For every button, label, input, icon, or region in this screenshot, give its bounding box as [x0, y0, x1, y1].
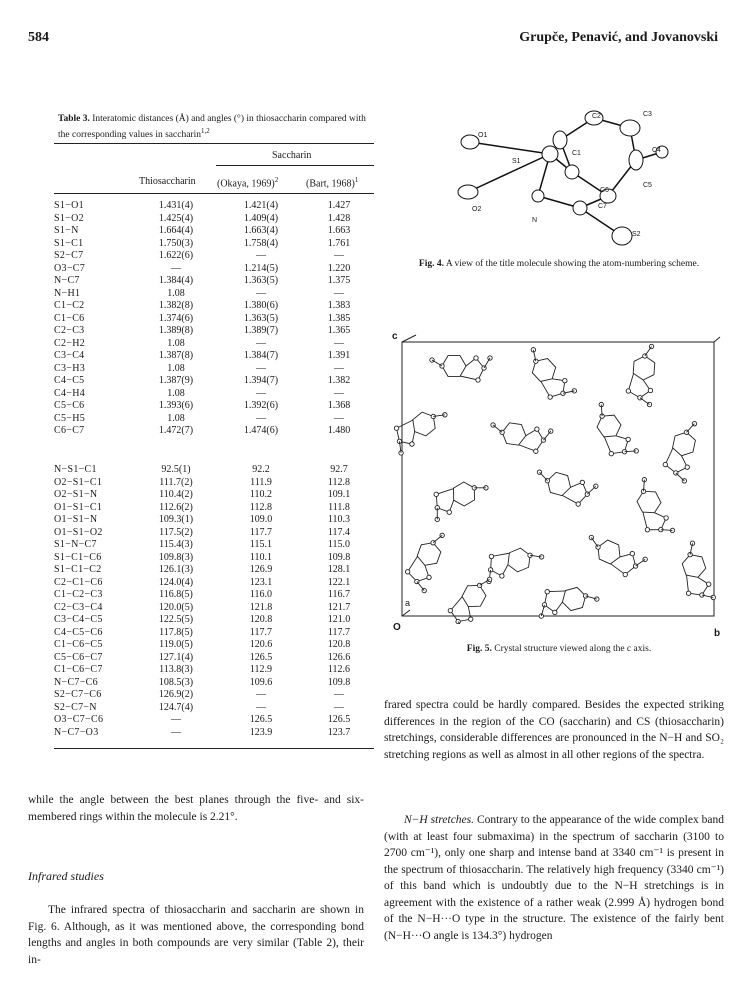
nh-stretches-heading: N−H stretches. — [404, 814, 475, 826]
atom-label: C6 — [600, 187, 609, 194]
table-cell: O2−S1−N — [54, 489, 98, 500]
table-cell: 110.3 — [327, 514, 351, 525]
table-row — [54, 313, 374, 326]
table-cell: 1.385 — [327, 312, 351, 324]
packed-molecule — [478, 536, 546, 585]
table-cell: 111.8 — [328, 501, 350, 513]
table-cell: C2−C3 — [54, 325, 85, 336]
table-cell: C1−C6−C7 — [54, 664, 103, 675]
table-cell: 128.1 — [327, 564, 351, 575]
packed-molecule — [582, 400, 640, 466]
table-cell: 1.425(4) — [158, 212, 194, 224]
table-cell: 117.4 — [327, 526, 351, 538]
table-cell: S1−N−C7 — [54, 539, 97, 550]
table-cell: — — [171, 726, 181, 738]
table-cell: 110.2 — [249, 489, 273, 500]
table-row — [54, 514, 374, 527]
table-row — [54, 727, 374, 740]
table-cell: C5−H5 — [54, 412, 86, 424]
table-cell: 126.9 — [249, 564, 273, 575]
axis-label-a: a — [405, 598, 411, 608]
table-cell: O3−C7 — [54, 262, 86, 274]
packed-molecule — [580, 533, 648, 583]
table-cell: 1.08 — [167, 287, 185, 299]
table-cell: 1.392(6) — [243, 400, 279, 411]
table-cell: 126.6 — [327, 651, 351, 663]
table-cell: — — [334, 689, 344, 700]
table-cell: 1.421(4) — [243, 200, 279, 211]
table-cell: 1.428 — [327, 212, 351, 224]
packed-molecule — [660, 417, 699, 484]
table-cell: O1−S1−C1 — [54, 501, 103, 513]
packed-molecule — [671, 540, 716, 608]
table-cell: 1.214(5) — [243, 262, 279, 274]
table-row — [54, 614, 374, 627]
table-row — [54, 300, 374, 313]
table-cell: 1.375 — [327, 275, 351, 286]
table-cell: — — [334, 250, 344, 261]
table-cell: 112.6 — [327, 664, 351, 675]
table-cell: 1.384(7) — [243, 350, 279, 361]
table-cell: O3−C7−C6 — [54, 714, 104, 725]
table-cell: 112.9 — [249, 664, 273, 675]
packed-molecule — [430, 356, 492, 383]
table-cell: — — [334, 387, 344, 399]
table-cell: 1.08 — [167, 362, 185, 374]
table-group-header: Saccharin — [272, 150, 312, 161]
table-row — [54, 400, 374, 413]
table-cell: N−S1−C1 — [54, 464, 97, 475]
table-cell: — — [256, 287, 266, 299]
table-caption-text: Interatomic distances (Å) and angles (°) in thiosaccharin compared with the corresponding values in saccharin — [58, 114, 366, 141]
packed-molecule — [442, 567, 495, 624]
table-cell: 124.0(4) — [158, 576, 194, 588]
table-cell: 126.5 — [327, 714, 351, 725]
table-cell: — — [171, 262, 181, 274]
table-cell: 117.7 — [327, 626, 351, 638]
table-cell: 92.2 — [252, 464, 270, 475]
table-cell: N−C7−O3 — [54, 726, 99, 738]
table-cell: — — [334, 701, 344, 713]
table-cell: 109.0 — [249, 514, 273, 525]
figure-4-molecule — [440, 100, 680, 260]
table-cell: 120.8 — [249, 614, 273, 625]
atom-label: C4 — [652, 147, 661, 154]
table-cell: 122.1 — [327, 576, 351, 588]
atom-label: C1 — [572, 150, 581, 157]
packed-molecule — [624, 476, 676, 544]
packed-molecule — [533, 577, 600, 619]
table-cell: 1.368 — [327, 400, 351, 411]
table-cell: — — [256, 412, 266, 424]
table-row — [54, 664, 374, 677]
table-cell: — — [171, 714, 181, 725]
table-cell: C3−H3 — [54, 362, 86, 374]
table-cell: 1.472(7) — [158, 425, 194, 436]
table-row — [54, 714, 374, 727]
table-cell: C1−C2 — [54, 300, 85, 311]
table-row — [54, 200, 374, 213]
atom-label: C3 — [643, 111, 652, 118]
packed-molecule — [516, 345, 578, 409]
table-row — [54, 413, 374, 426]
table-cell: C4−C5 — [54, 375, 85, 386]
table-cell: 1.389(8) — [158, 325, 194, 336]
table-row — [54, 388, 374, 401]
table-caption-label: Table 3. — [58, 114, 90, 124]
table-cell: 121.0 — [327, 614, 351, 625]
table-row — [54, 350, 374, 363]
table-cell: 1.664(4) — [158, 225, 194, 236]
table-cell: 110.4(2) — [159, 489, 193, 500]
atom-label: C7 — [598, 203, 607, 210]
table-cell: 92.5(1) — [161, 464, 191, 475]
packed-molecule — [488, 420, 553, 455]
table-cell: C2−H2 — [54, 337, 86, 349]
table-row — [54, 502, 374, 515]
table-cell: S2−C7−C6 — [54, 689, 102, 700]
table-cell: N−H1 — [54, 287, 81, 299]
table-cell: 1.08 — [167, 387, 185, 399]
table-row — [54, 213, 374, 226]
table-col2-header: (Okaya, 1969)$^2$ — [217, 176, 279, 190]
table-col3-header: (Bart, 1968)$^1$ — [306, 176, 359, 190]
figure-5-caption: Fig. 5. Crystal structure viewed along the c axis. — [466, 644, 652, 654]
table-cell: 109.1 — [327, 489, 351, 500]
table-cell: 1.382 — [327, 375, 351, 386]
table-cell: 1.08 — [167, 337, 185, 349]
page-number: 584 — [28, 30, 49, 45]
table-cell: 109.8 — [327, 676, 351, 688]
table-row — [54, 375, 374, 388]
table-cell: N−C7−C6 — [54, 676, 98, 688]
table-header-rule — [54, 193, 374, 194]
table-cell: 115.1 — [249, 539, 273, 550]
table-cell: 1.758(4) — [243, 237, 279, 249]
table-cell: — — [334, 362, 344, 374]
table-col1-header: Thiosaccharin — [139, 176, 196, 187]
table-row — [54, 689, 374, 702]
atom-label: O1 — [478, 132, 488, 139]
table-cell: S1−C1 — [54, 237, 84, 249]
table-cell: 117.7 — [249, 626, 273, 638]
table-cell: 116.8(5) — [159, 589, 193, 600]
table-cell: — — [256, 689, 266, 700]
packed-molecule — [401, 526, 447, 594]
table-group-rule — [216, 165, 374, 166]
table-cell: 1.622(6) — [158, 250, 194, 261]
table-bottom-rule — [54, 748, 374, 749]
table-cell: 1.474(6) — [243, 425, 279, 436]
table-cell: O1−S1−N — [54, 514, 98, 525]
table-cell: 109.6 — [249, 676, 273, 688]
origin-label: O — [393, 622, 401, 633]
table-cell: 1.393(6) — [158, 400, 194, 411]
table-cell: 116.0 — [249, 589, 273, 600]
table-cell: 126.5 — [249, 714, 273, 725]
table-cell: 112.8 — [327, 476, 351, 488]
left-paragraph-2: The infrared spectra of thiosaccharin and saccharin are shown in Fig. 6. Although, as it was mentioned above, the corresponding bond lengths and angles in both compounds are very similar (Table 2), their in- — [28, 904, 364, 966]
section-heading-infrared: Infrared studies — [28, 869, 104, 883]
packed-molecule — [625, 343, 656, 407]
table-cell: 112.8 — [249, 501, 273, 513]
table-cell: 108.5(3) — [158, 676, 194, 688]
table-cell: 117.5(2) — [159, 526, 193, 538]
table-cell: S2−C7 — [54, 250, 84, 261]
table-cell: 1.380(6) — [243, 300, 279, 311]
table-cell: O2−S1−C1 — [54, 476, 103, 488]
table-cell: 111.9 — [250, 476, 272, 488]
table-cell: S1−N — [54, 225, 79, 236]
table-cell: C6−C7 — [54, 425, 85, 436]
table-row — [54, 552, 374, 565]
table-cell: 117.7 — [249, 526, 273, 538]
atom-label: O2 — [472, 206, 482, 213]
left-paragraph-1: while the angle between the best planes through the five- and six-membered rings within the molecule is 2.21°. — [28, 794, 364, 823]
table-cell: 126.5 — [249, 651, 273, 663]
table-cell: 109.8 — [327, 551, 351, 563]
figure-4-caption: Fig. 4. A view of the title molecule showing the atom-numbering scheme. — [418, 259, 700, 269]
running-head-authors: Grupče, Penavić, and Jovanovski — [519, 30, 718, 45]
table-cell: 1.382(8) — [158, 300, 194, 311]
table-cell: 119.0(5) — [159, 639, 193, 650]
table-cell: 121.7 — [327, 601, 351, 613]
table-cell: 1.750(3) — [158, 237, 194, 249]
table-cell: 109.3(1) — [158, 514, 194, 525]
table-cell: 1.663(4) — [243, 225, 279, 236]
table-row — [54, 263, 374, 276]
table-cell: C1−C2−C3 — [54, 589, 103, 600]
table-row — [54, 338, 374, 351]
table-cell: — — [256, 337, 266, 349]
table-cell: — — [334, 337, 344, 349]
table-cell: — — [256, 250, 266, 261]
distances-table — [54, 200, 374, 438]
right-paragraph-1: frared spectra could be hardly compared. Besides the expected striking differences in the region of the CO (saccharin) and CS (thiosaccharin) stretchings, considerable differences are pronounced in the N−H and SO₂ stretching regions as well as almost in all other regions of the spectra. — [384, 699, 724, 761]
table-row — [54, 652, 374, 665]
table-cell: 1.427 — [327, 200, 351, 211]
table-cell: 1.663 — [327, 225, 351, 236]
table-cell: 1.363(5) — [243, 312, 279, 324]
angles-table — [54, 464, 374, 739]
atom-label: C2 — [592, 113, 601, 120]
table-cell: C1−C6 — [54, 312, 85, 324]
table-caption — [58, 113, 378, 141]
table-cell: 112.6(2) — [159, 501, 193, 513]
table-row — [54, 639, 374, 652]
table-cell: 116.7 — [327, 589, 351, 600]
table-cell: C2−C3−C4 — [54, 601, 103, 613]
table-cell: 1.409(4) — [243, 212, 279, 224]
table-row — [54, 589, 374, 602]
table-cell: — — [256, 387, 266, 399]
table-cell: 126.1(3) — [158, 564, 194, 575]
atom-label: N — [532, 217, 538, 224]
table-cell: 124.7(4) — [158, 701, 194, 713]
table-cell: C5−C6−C7 — [54, 651, 103, 663]
table-cell: 1.08 — [167, 412, 185, 424]
table-row — [54, 539, 374, 552]
table-cell: 120.0(5) — [158, 601, 194, 613]
table-caption-refs: 1,2 — [200, 127, 210, 135]
table-row — [54, 238, 374, 251]
table-row — [54, 602, 374, 615]
table-cell: 1.387(8) — [158, 350, 194, 361]
table-cell: C5−C6 — [54, 400, 85, 411]
table-cell: 1.394(7) — [243, 375, 279, 386]
atom-label: S1 — [512, 158, 521, 165]
atom-label: C5 — [643, 182, 652, 189]
table-cell: S1−O1 — [54, 200, 84, 211]
table-cell: S2−C7−N — [54, 701, 97, 713]
table-cell: 1.431(4) — [158, 200, 194, 211]
table-cell: 117.8(5) — [159, 626, 193, 638]
table-cell: 120.8 — [327, 639, 351, 650]
table-cell: — — [256, 362, 266, 374]
table-cell: 127.1(4) — [158, 651, 194, 663]
table-cell: — — [334, 412, 344, 424]
table-cell: C4−H4 — [54, 387, 86, 399]
figure-5-crystal-packing — [394, 334, 724, 624]
table-cell: 113.8(3) — [159, 664, 193, 675]
table-cell: S1−O2 — [54, 212, 84, 224]
right-paragraph-2-text: Contrary to the appearance of the wide complex band (with at least four submaxima) in the spectrum of saccharin (3100 to 2700 cm⁻¹), only one sharp and intense band at 3340 cm⁻¹ is present in the spectrum of thiosaccharin. The relatively high frequency (3340 cm⁻¹) of this band which is undoubtly due to the N−H stretchings is in agreement with the existence of a rather weak (2.999 Å) hydrogen bond of the N−H···O type in the structure. The existence of the fairly bent (N−H···O angle is 134.3°) hydrogen — [384, 814, 724, 942]
table-cell: C3−C4−C5 — [54, 614, 103, 625]
packed-molecule — [423, 468, 490, 523]
table-row — [54, 577, 374, 590]
table-row — [54, 702, 374, 715]
table-row — [54, 425, 374, 438]
axis-label-b: b — [714, 628, 721, 639]
table-cell: C4−C5−C6 — [54, 626, 103, 638]
table-cell: 1.387(9) — [158, 375, 194, 386]
table-cell: 1.391 — [327, 350, 351, 361]
table-row — [54, 464, 374, 477]
table-cell: 109.8(3) — [158, 551, 194, 563]
axis-label-c: c — [392, 331, 398, 342]
table-cell: — — [334, 287, 344, 299]
table-cell: 122.5(5) — [158, 614, 194, 625]
table-top-rule — [54, 143, 374, 144]
table-cell: 1.761 — [327, 237, 351, 249]
table-cell: 1.383 — [327, 300, 351, 311]
table-row — [54, 225, 374, 238]
table-cell: 1.384(4) — [158, 275, 194, 286]
table-cell: — — [256, 701, 266, 713]
table-cell: O1−S1−O2 — [54, 526, 103, 538]
table-cell: 110.1 — [249, 551, 273, 563]
table-cell: 1.480 — [327, 425, 351, 436]
table-cell: 121.8 — [249, 601, 273, 613]
table-cell: C2−C1−C6 — [54, 576, 103, 588]
table-cell: S1−C1−C6 — [54, 551, 102, 563]
table-cell: N−C7 — [54, 275, 80, 286]
table-cell: 1.365 — [327, 325, 351, 336]
table-cell: 115.4(3) — [159, 539, 193, 550]
table-cell: 92.7 — [330, 464, 348, 475]
table-row — [54, 627, 374, 640]
table-row — [54, 677, 374, 690]
table-cell: 1.220 — [327, 262, 351, 274]
table-row — [54, 489, 374, 502]
table-row — [54, 477, 374, 490]
table-cell: C3−C4 — [54, 350, 85, 361]
right-paragraph-2 — [384, 812, 724, 944]
table-cell: 111.7(2) — [159, 476, 193, 488]
table-row — [54, 325, 374, 338]
table-row — [54, 288, 374, 301]
table-row — [54, 275, 374, 288]
table-cell: 1.389(7) — [243, 325, 279, 336]
table-cell: 115.0 — [327, 539, 351, 550]
atom-label: S2 — [632, 231, 641, 238]
table-row — [54, 363, 374, 376]
table-row — [54, 250, 374, 263]
packed-molecule — [531, 467, 598, 510]
table-cell: C1−C6−C5 — [54, 639, 103, 650]
table-cell: 123.1 — [249, 576, 273, 588]
table-cell: 1.363(5) — [243, 275, 279, 286]
table-cell: 120.6 — [249, 639, 273, 650]
table-cell: 1.374(6) — [158, 312, 194, 324]
table-row — [54, 527, 374, 540]
table-cell: S1−C1−C2 — [54, 564, 102, 575]
table-cell: 123.9 — [249, 726, 273, 738]
table-row — [54, 564, 374, 577]
table-cell: 126.9(2) — [158, 689, 194, 700]
table-cell: 123.7 — [327, 726, 351, 738]
